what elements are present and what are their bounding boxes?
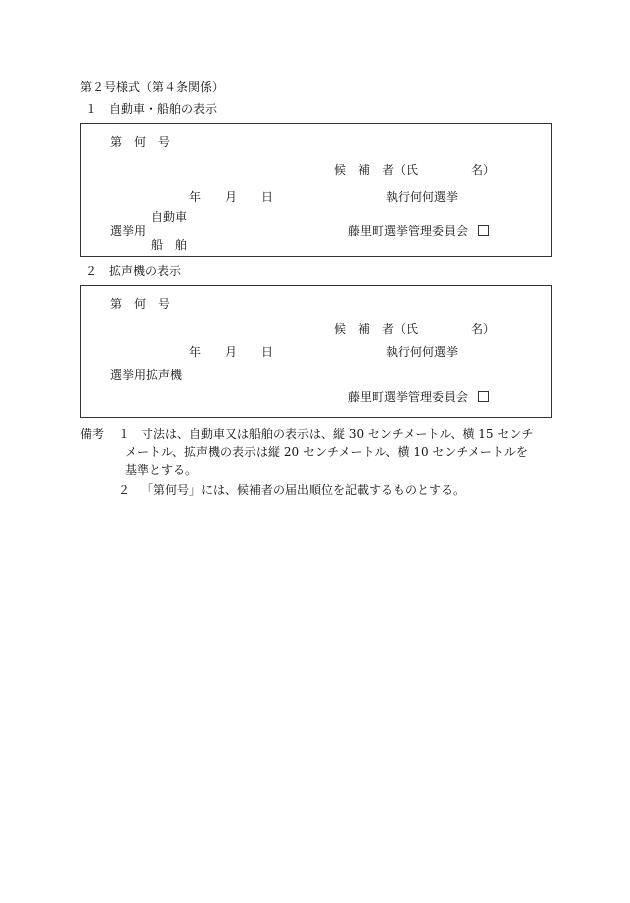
remarks-note2-number: ２ [118, 483, 131, 497]
section2-number-label: 第 何 号 [110, 297, 171, 311]
remarks-note1-line1: 寸法は、自動車又は船舶の表示は、縦 30 センチメートル、横 15 センチ [141, 427, 534, 441]
section1-number-label: 第 何 号 [110, 135, 171, 149]
section1-vehicle-boat: 船 舶 [151, 238, 188, 252]
section1-heading: １ 自動車・船舶の表示 [85, 102, 218, 116]
section1-vehicle-car: 自動車 [151, 210, 188, 224]
section2-name-label: 名） [471, 322, 496, 336]
remarks-label: 備考 [80, 427, 105, 441]
remarks-note1-line2: メートル、拡声機の表示は縦 20 センチメートル、横 10 センチメートルを [125, 445, 528, 459]
section1-seal-icon [478, 225, 489, 236]
remarks-note1-line3: 基準とする。 [125, 463, 198, 477]
section1-candidate-label: 候 補 者（氏 [334, 163, 419, 177]
section1-election-label: 執行何何選挙 [386, 190, 459, 204]
section1-display-box [80, 123, 552, 257]
section1-committee-label: 藤里町選挙管理委員会 [348, 224, 469, 238]
section1-committee [348, 225, 489, 237]
remarks-note1-number: １ [118, 427, 131, 441]
section2-date-label: 年 月 日 [189, 345, 274, 359]
section2-candidate-label: 候 補 者（氏 [334, 322, 419, 336]
section1-name-label: 名） [471, 163, 496, 177]
section2-committee-label: 藤里町選挙管理委員会 [348, 390, 469, 404]
remarks-note2-text: 「第何号」には、候補者の届出順位を記載するものとする。 [141, 483, 466, 497]
section2-heading: ２ 拡声機の表示 [85, 264, 182, 278]
section2-equipment-label: 選挙用拡声機 [110, 368, 183, 382]
form-title: 第２号様式（第４条関係） [80, 80, 225, 94]
section2-election-label: 執行何何選挙 [386, 345, 459, 359]
section2-display-box [80, 285, 552, 418]
section2-seal-icon [478, 391, 489, 402]
section1-vehicle-prefix: 選挙用 [110, 224, 147, 238]
section2-committee [348, 391, 489, 403]
section1-date-label: 年 月 日 [189, 190, 274, 204]
